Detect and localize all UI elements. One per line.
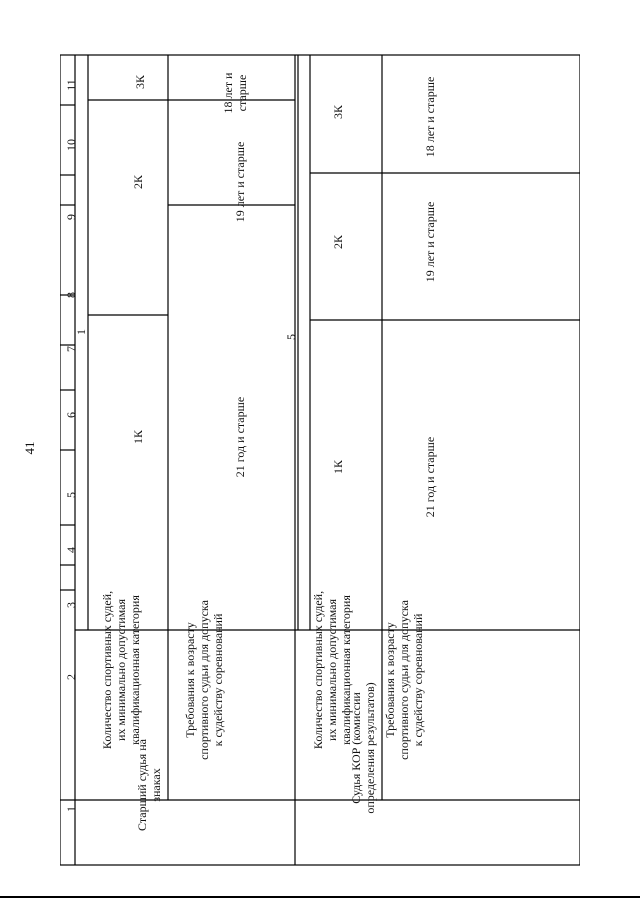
row-2-count-label: Количество спортивных судей, их минимально допустимая квалификационная категория	[311, 590, 353, 750]
col-num-6: 6	[64, 412, 78, 418]
row-1-cat-2k: 2К	[131, 175, 145, 190]
col-num-3: 3	[64, 602, 78, 608]
row-1-age-1: 21 год и старше	[233, 396, 247, 478]
row-2-name: Судья КОР (комиссии определения результатов)	[349, 682, 377, 814]
col-num-9: 9	[64, 214, 78, 220]
col-num-4: 4	[64, 547, 78, 553]
row-2-age-2: 19 лет и старше	[423, 201, 437, 283]
row-2-age-3: 18 лет и старше	[423, 76, 437, 158]
row-2-cat-1k: 1К	[331, 460, 345, 475]
row-2-age-1: 21 год и старше	[423, 436, 437, 518]
col-num-11: 11	[64, 79, 78, 91]
row-2-group-count: 5	[284, 334, 298, 340]
col-num-7: 7	[64, 346, 78, 352]
row-2-age-label: Требования к возрасту спортивного судьи для допуска к судейству соревнований	[383, 600, 425, 760]
row-1-name: Старший судья на знаках	[135, 739, 163, 831]
row-1-age-2: 19 лет и старше	[233, 141, 247, 223]
bottom-rule	[0, 896, 640, 898]
row-1-count-label: Количество спортивных судей, их минимально допустимая квалификационная категория	[100, 590, 142, 750]
col-num-1: 1	[64, 806, 78, 812]
page-number: 41	[22, 441, 37, 455]
row-1-age-label: Требования к возрасту спортивного судьи для допуска к судейству соревнований	[183, 600, 225, 760]
col-num-10: 10	[64, 139, 78, 151]
row-1-age-3: 18 лет и старше	[221, 72, 249, 114]
col-num-8: 8	[64, 292, 78, 298]
row-1-cat-1k: 1К	[131, 430, 145, 445]
col-num-2: 2	[64, 674, 78, 680]
row-2-cat-3k: 3К	[331, 105, 345, 120]
row-2-cat-2k: 2К	[331, 235, 345, 250]
row-1-group-count: 1	[74, 329, 88, 335]
row-1-cat-3k: 3К	[133, 75, 147, 90]
col-num-5: 5	[64, 492, 78, 498]
